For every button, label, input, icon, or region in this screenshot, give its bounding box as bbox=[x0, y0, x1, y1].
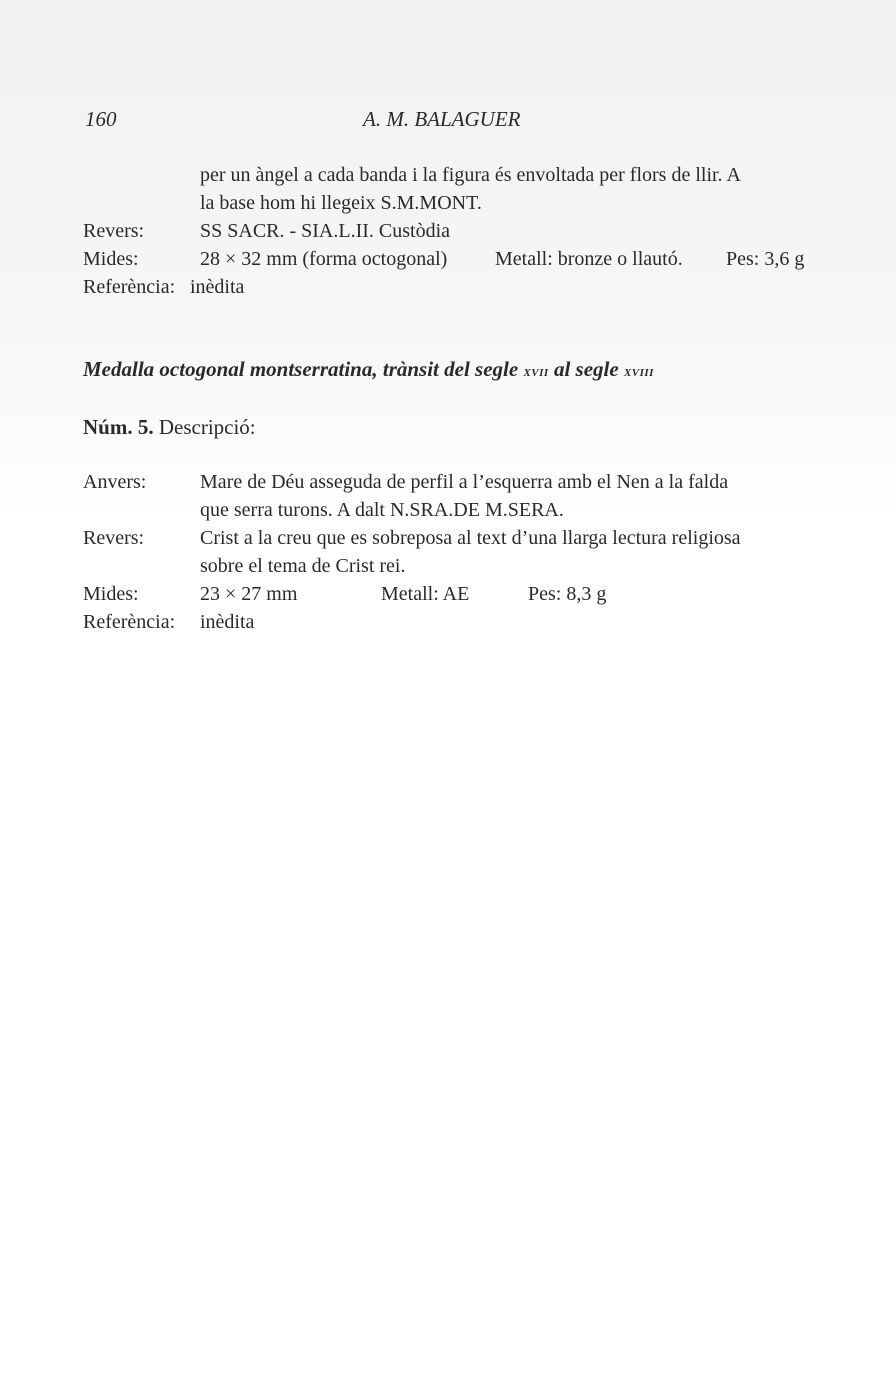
mides-value-5: 23 × 27 mm bbox=[200, 583, 298, 605]
item-number-line bbox=[83, 413, 256, 441]
revers-text: SS SACR. - SIA.L.II. Custòdia bbox=[200, 220, 451, 242]
pes-value: Pes: 3,6 g bbox=[726, 248, 805, 270]
century-xvii: xvii bbox=[523, 364, 549, 380]
descripcio-label: Descripció: bbox=[158, 415, 256, 439]
mides-value: 28 × 32 mm (forma octogonal) bbox=[200, 248, 448, 270]
item-number: Núm. 5. bbox=[83, 415, 154, 439]
revers-label: Revers: bbox=[83, 220, 145, 242]
anvers-line-1: Mare de Déu asseguda de perfil a l’esquerra amb el Nen a la falda bbox=[200, 471, 729, 493]
section-heading-text: Medalla octogonal montserratina, trànsit del segle bbox=[83, 357, 524, 381]
referencia-label-5: Referència: bbox=[83, 611, 176, 633]
revers-line-1: Crist a la creu que es sobreposa al text d’una llarga lectura religiosa bbox=[200, 527, 741, 549]
page-number: 160 bbox=[85, 107, 117, 131]
metall-value-5: Metall: AE bbox=[381, 583, 470, 605]
metall-value: Metall: bronze o llautó. bbox=[495, 248, 683, 270]
continuation-line-1: per un àngel a cada banda i la figura és envoltada per flors de llir. A bbox=[200, 164, 741, 186]
section-heading-middle: al segle bbox=[548, 357, 624, 381]
century-xviii: xviii bbox=[623, 364, 654, 380]
anvers-line-2: que serra turons. A dalt N.SRA.DE M.SERA. bbox=[200, 499, 564, 521]
mides-label-5: Mides: bbox=[83, 583, 139, 605]
running-head-author: A. M. BALAGUER bbox=[363, 107, 521, 131]
pes-value-5: Pes: 8,3 g bbox=[528, 583, 607, 605]
section-heading bbox=[83, 355, 654, 386]
referencia-value: inèdita bbox=[190, 276, 245, 298]
referencia-label: Referència: bbox=[83, 276, 176, 298]
mides-label: Mides: bbox=[83, 248, 139, 270]
referencia-value-5: inèdita bbox=[200, 611, 255, 633]
anvers-label: Anvers: bbox=[83, 471, 147, 493]
revers-line-2: sobre el tema de Crist rei. bbox=[200, 555, 406, 577]
continuation-line-2: la base hom hi llegeix S.M.MONT. bbox=[200, 192, 482, 214]
revers-label-5: Revers: bbox=[83, 527, 145, 549]
